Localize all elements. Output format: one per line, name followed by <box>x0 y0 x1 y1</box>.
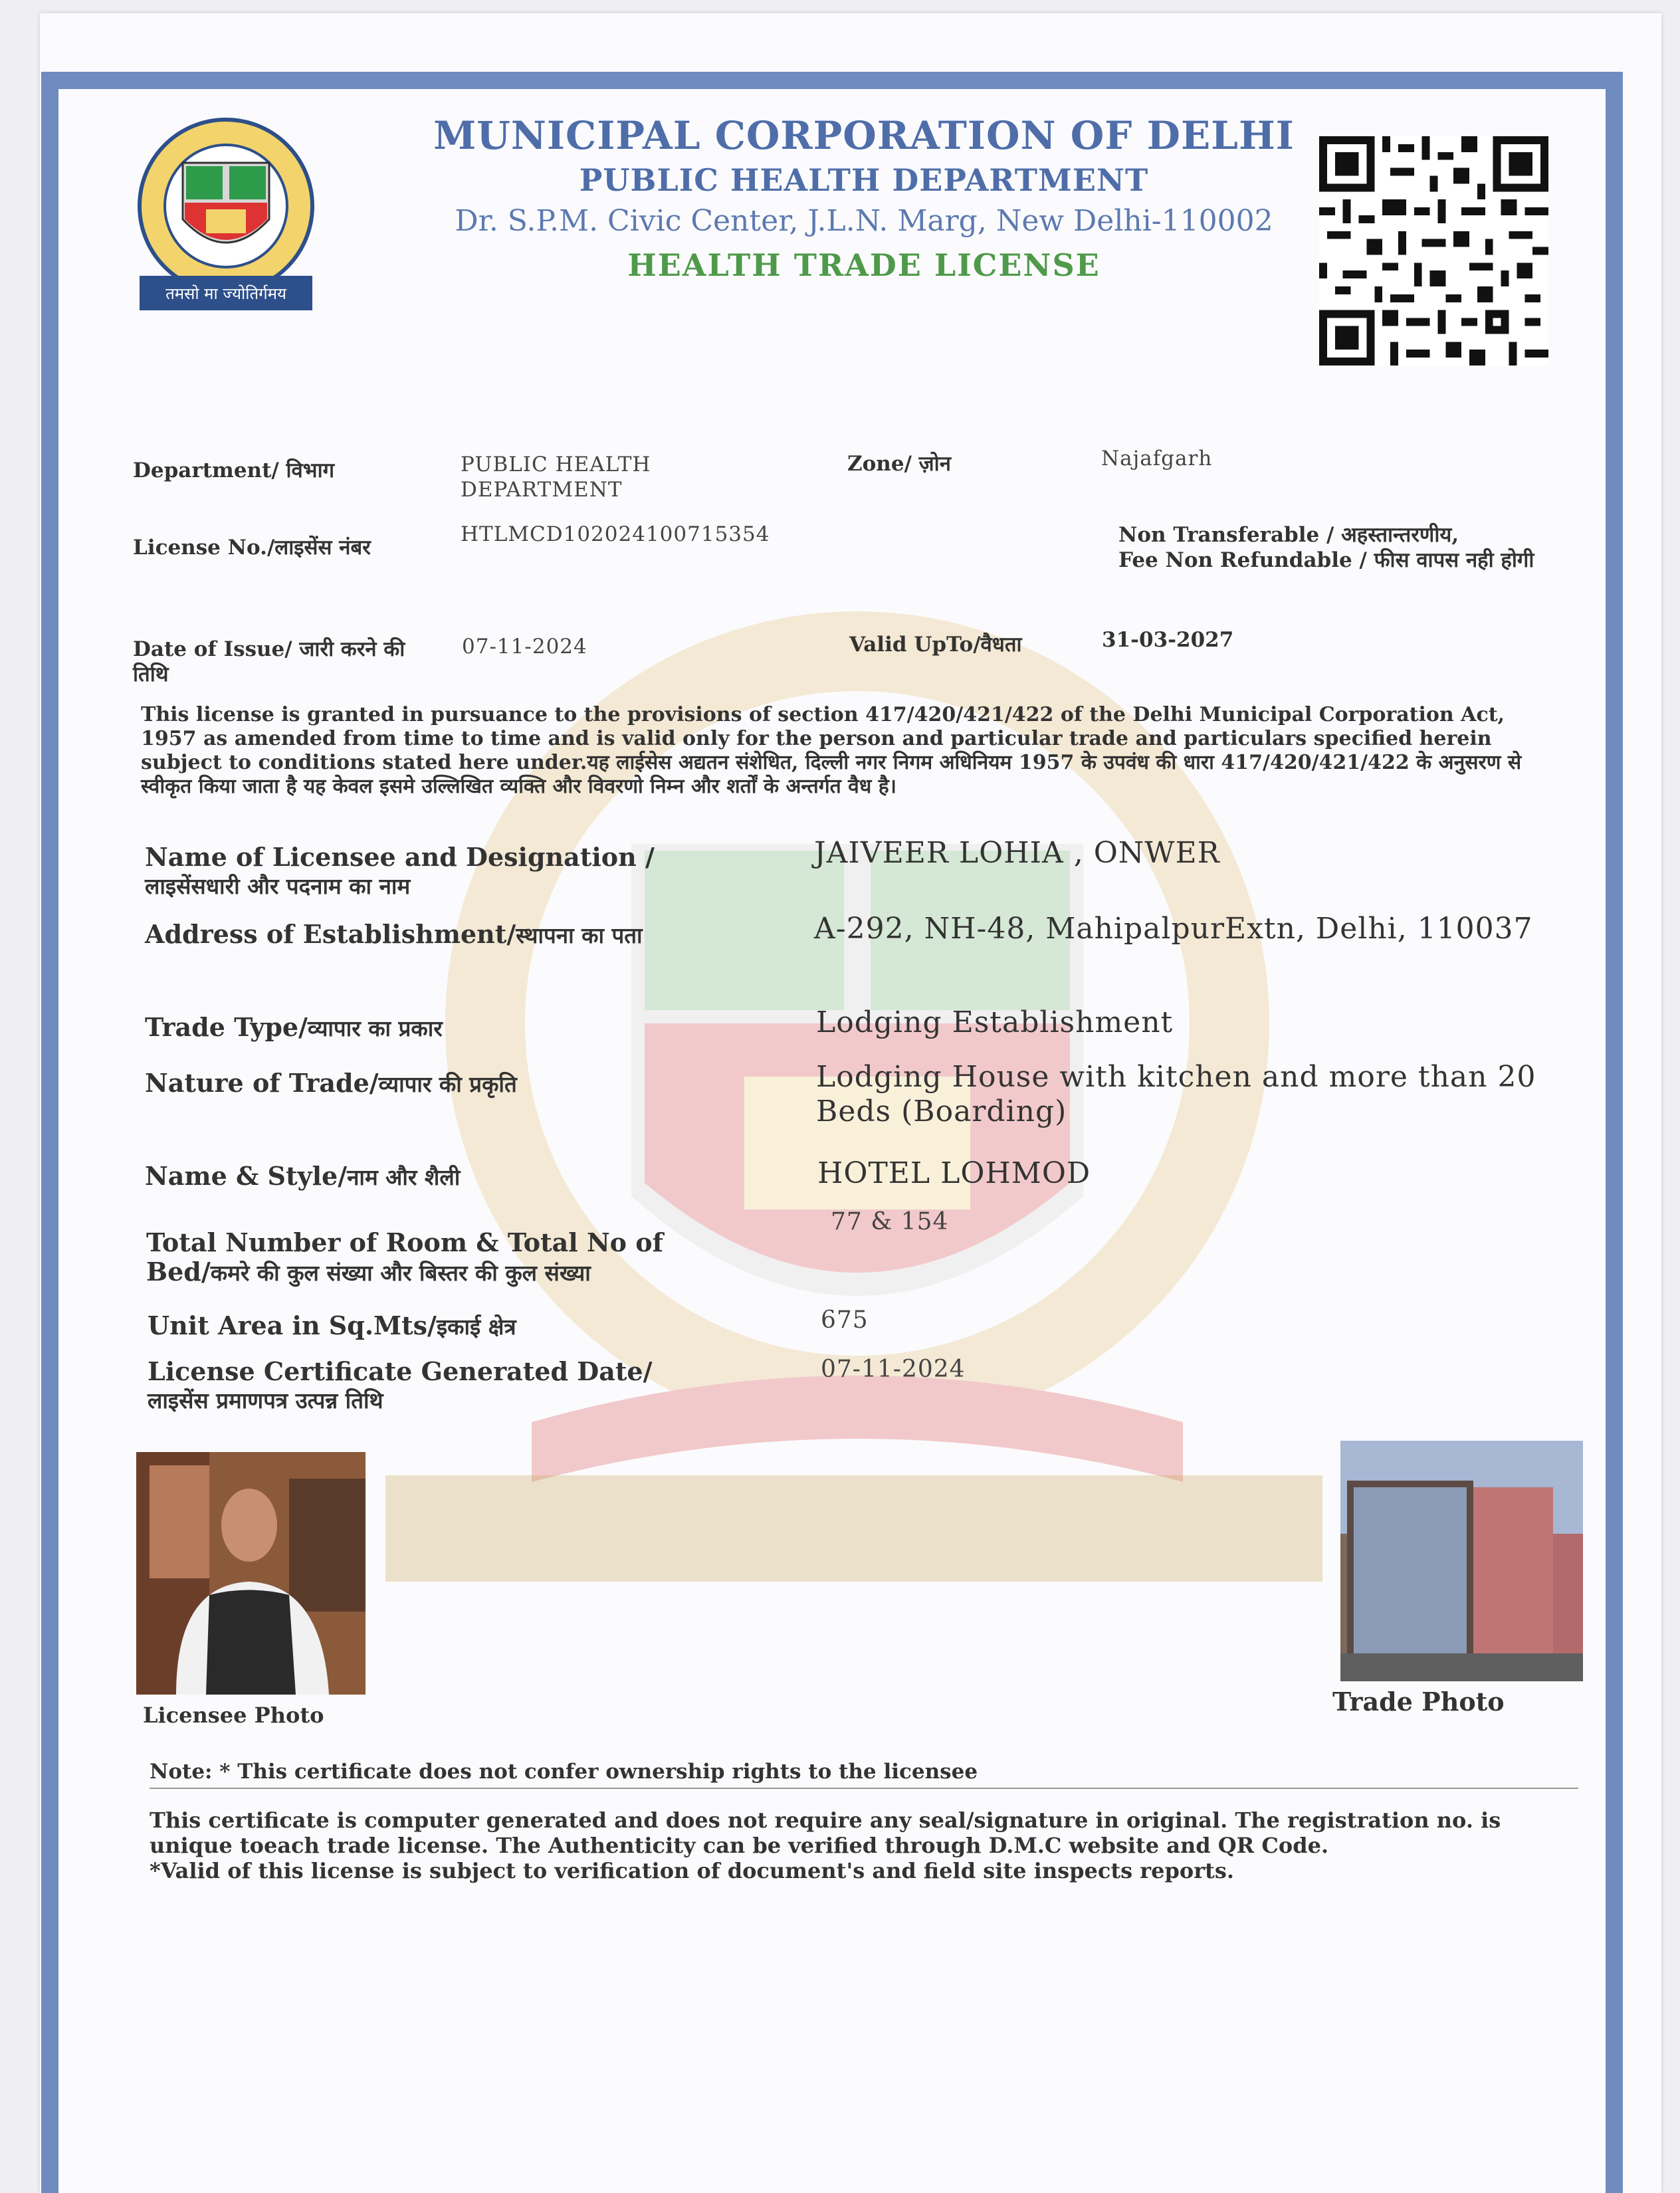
date-issue-value: 07-11-2024 <box>462 635 587 659</box>
license-no-value: HTLMCD102024100715354 <box>461 522 770 546</box>
grant-paragraph: This license is granted in pursuance to the provisions of section 417/420/421/422 of the Delhi Municipal Corporation Act, 1957 as amended from time to time and is valid only for the person and particular trade and particulars specified herein subject to conditions stated here under.यह लाईसेस अद्यतन संशेधित, दिल्ली नगर निगम अधिनियम 1957 के उपवंध की धारा 417/420/421/422 के अनुसरण से स्वीकृत किया जाता है यह केवल इसमे उल्लिखित व्यक्ति और विवरणो निम्न और शर्तों के अन्तर्गत वैध है। <box>141 703 1522 798</box>
rooms-value: 77 & 154 <box>831 1208 949 1235</box>
department-title: PUBLIC HEALTH DEPARTMENT <box>579 162 1149 198</box>
nature-value: Lodging House with kitchen and more than 20 Beds (Boarding) <box>816 1060 1536 1128</box>
qr-code-icon[interactable] <box>1319 136 1548 366</box>
corporation-title: MUNICIPAL CORPORATION OF DELHI <box>433 113 1295 158</box>
nature-label: Nature of Trade/व्यापार की प्रकृति <box>145 1068 517 1098</box>
rooms-label: Total Number of Room & Total No of Bed/कमरे की कुल संख्या और बिस्तर की कुल संख्या <box>146 1227 663 1287</box>
area-value: 675 <box>821 1306 869 1334</box>
mcd-emblem-icon <box>126 113 326 319</box>
divider <box>150 1788 1578 1789</box>
department-value: PUBLIC HEALTH DEPARTMENT <box>461 453 651 502</box>
footer-line-1: This certificate is computer generated and does not require any seal/signature in original. The registration no. is unique toeach trade license. The Authenticity can be verified through D.M.C website and QR Code. <box>150 1808 1501 1858</box>
area-label: Unit Area in Sq.Mts/इकाई क्षेत्र <box>148 1310 516 1340</box>
generated-date-label: License Certificate Generated Date/ लाइसेंस प्रमाणपत्र उत्पन्न तिथि <box>148 1356 653 1413</box>
license-title: HEALTH TRADE LICENSE <box>627 247 1101 283</box>
licensee-value: JAIVEER LOHIA , ONWER <box>814 836 1220 870</box>
name-style-label: Name & Style/नाम और शैली <box>145 1161 461 1191</box>
date-issue-label: Date of Issue/ जारी करने की तिथि <box>133 637 405 686</box>
zone-value: Najafgarh <box>1101 447 1213 470</box>
watermark-motto-banner <box>385 1475 1322 1582</box>
name-style-value: HOTEL LOHMOD <box>817 1156 1091 1190</box>
non-transferable-text: Non Transferable / अहस्तान्तरणीय, <box>1118 523 1459 547</box>
department-address: Dr. S.P.M. Civic Center, J.L.N. Marg, New Delhi-110002 <box>455 204 1273 238</box>
ownership-note: Note: * This certificate does not confer ownership rights to the licensee <box>150 1760 978 1784</box>
trade-type-label: Trade Type/व्यापार का प्रकार <box>145 1012 443 1042</box>
certificate-header <box>399 113 1329 283</box>
license-no-label: License No./लाइसेंस नंबर <box>133 536 371 560</box>
address-label: Address of Establishment/स्थापना का पता <box>145 919 643 949</box>
licensee-label: Name of Licensee and Designation / लाइसेंसधारी और पदनाम का नाम <box>145 842 655 899</box>
footer-text <box>150 1808 1578 1883</box>
logo-motto: तमसो मा ज्योतिर्गमय <box>165 284 286 303</box>
zone-label: Zone/ ज़ोन <box>847 452 951 476</box>
generated-date-value: 07-11-2024 <box>821 1356 966 1383</box>
trade-photo <box>1340 1441 1583 1681</box>
valid-upto-label: Valid UpTo/वैधता <box>849 633 1022 657</box>
trade-type-value: Lodging Establishment <box>816 1005 1174 1039</box>
licensee-photo-caption: Licensee Photo <box>143 1703 324 1728</box>
trade-photo-caption: Trade Photo <box>1332 1687 1505 1717</box>
address-value: A-292, NH-48, MahipalpurExtn, Delhi, 110037 <box>814 912 1533 946</box>
fee-non-refundable-text: Fee Non Refundable / फीस वापस नही होगी <box>1118 548 1534 572</box>
valid-upto-value: 31-03-2027 <box>1102 628 1234 652</box>
non-transferable-note <box>1118 522 1544 573</box>
licensee-photo <box>136 1452 366 1695</box>
department-label: Department/ विभाग <box>133 459 335 482</box>
footer-line-2: *Valid of this license is subject to verification of document's and field site inspects reports. <box>150 1858 1234 1883</box>
